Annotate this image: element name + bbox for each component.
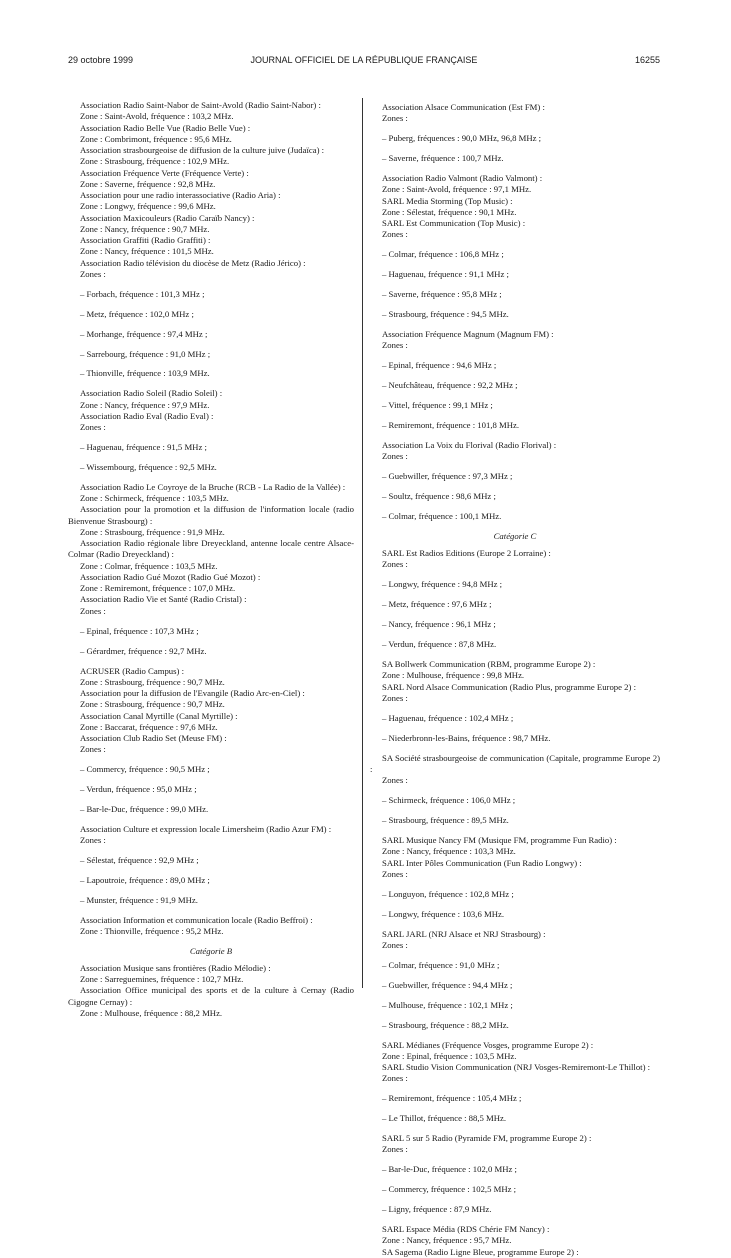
zones-label: Zones : bbox=[382, 692, 408, 703]
zone-item: – Longuyon, fréquence : 102,8 MHz ; bbox=[382, 888, 514, 899]
zone-item: – Guebwiller, fréquence : 97,3 MHz ; bbox=[382, 471, 513, 482]
zone-item: – Remiremont, fréquence : 101,8 MHz. bbox=[382, 420, 520, 430]
zone-line: Zone : Sélestat, fréquence : 90,1 MHz. bbox=[382, 206, 517, 217]
zones-label: Zones : bbox=[382, 340, 408, 351]
zone-item: – Remiremont, fréquence : 105,4 MHz ; bbox=[382, 1093, 522, 1104]
zone-item: – Sélestat, fréquence : 92,9 MHz ; bbox=[80, 855, 199, 866]
zone-item: – Nancy, fréquence : 96,1 MHz ; bbox=[382, 619, 496, 630]
station-entry: SARL Espace Média (RDS Chérie FM Nancy) : bbox=[382, 1224, 550, 1235]
zone-item: – Epinal, fréquence : 94,6 MHz ; bbox=[382, 360, 497, 371]
station-entry: Association Radio Saint-Nabor de Saint-Avold (Radio Saint-Nabor) : bbox=[80, 100, 321, 110]
left-column bbox=[68, 100, 354, 1019]
station-entry: SARL 5 sur 5 Radio (Pyramide FM, programme Europe 2) : bbox=[382, 1133, 592, 1144]
zone-item: – Verdun, fréquence : 87,8 MHz. bbox=[382, 639, 497, 650]
zone-item: – Soultz, fréquence : 98,6 MHz ; bbox=[382, 491, 496, 502]
page-number: 16255 bbox=[634, 55, 660, 65]
zone-item: – Thionville, fréquence : 103,9 MHz. bbox=[80, 368, 210, 379]
zone-line: Zone : Mulhouse, fréquence : 99,8 MHz. bbox=[382, 670, 525, 681]
station-entry: Association Office municipal des sports et de la culture à Cernay (Radio Cigogne Cernay) : bbox=[68, 985, 354, 1007]
zone-item: – Ligny, fréquence : 87,9 MHz. bbox=[382, 1204, 492, 1215]
zones-label: Zones : bbox=[80, 835, 106, 846]
zone-item: – Mulhouse, fréquence : 102,1 MHz ; bbox=[382, 999, 513, 1010]
zone-item: – Metz, fréquence : 97,6 MHz ; bbox=[382, 599, 492, 610]
station-entry: Association Radio Vie et Santé (Radio Cristal) : bbox=[80, 594, 247, 605]
zone-item: – Vittel, fréquence : 99,1 MHz ; bbox=[382, 400, 493, 411]
zone-item: – Strasbourg, fréquence : 88,2 MHz. bbox=[382, 1019, 509, 1030]
station-entry: Association Radio Eval (Radio Eval) : bbox=[80, 410, 214, 421]
zone-item: – Longwy, fréquence : 103,6 MHz. bbox=[382, 908, 504, 919]
zone-line: Zone : Longwy, fréquence : 99,6 MHz. bbox=[80, 201, 216, 212]
zones-label: Zones : bbox=[80, 744, 106, 755]
zone-line: Zone : Thionville, fréquence : 95,2 MHz. bbox=[80, 926, 224, 937]
station-entry: Association Radio régionale libre Dreyeckland, antenne locale centre Alsace-Colmar (Radio Dreyeckland) : bbox=[68, 538, 354, 560]
zone-line: Zone : Nancy, fréquence : 90,7 MHz. bbox=[80, 223, 210, 234]
zone-line: Zone : Remiremont, fréquence : 107,0 MHz. bbox=[80, 583, 236, 594]
station-entry: SA Bollwerk Communication (RBM, programme Europe 2) : bbox=[382, 659, 596, 670]
zones-label: Zones : bbox=[382, 559, 408, 570]
zone-line: Zone : Saint-Avold, fréquence : 97,1 MHz. bbox=[382, 184, 532, 195]
station-entry: Association Fréquence Verte (Fréquence Verte) : bbox=[80, 167, 249, 178]
zones-label: Zones : bbox=[382, 229, 408, 240]
station-entry: Association Maxicouleurs (Radio Caraïb Nancy) : bbox=[80, 212, 255, 223]
zone-item: – Munster, fréquence : 91,9 MHz. bbox=[80, 895, 198, 906]
zones-label: Zones : bbox=[382, 775, 408, 786]
zone-line: Zone : Sarreguemines, fréquence : 102,7 MHz. bbox=[80, 974, 244, 984]
zone-item: – Commercy, fréquence : 90,5 MHz ; bbox=[80, 764, 210, 775]
station-entry: Association Radio Valmont (Radio Valmont) : bbox=[382, 173, 543, 184]
zone-item: – Morhange, fréquence : 97,4 MHz ; bbox=[80, 328, 208, 339]
page-header bbox=[68, 55, 660, 69]
column-divider bbox=[362, 98, 363, 988]
zone-item: – Le Thillot, fréquence : 88,5 MHz. bbox=[382, 1113, 507, 1124]
zone-item: – Forbach, fréquence : 101,3 MHz ; bbox=[80, 288, 205, 299]
station-entry: Association Fréquence Magnum (Magnum FM) : bbox=[382, 329, 554, 339]
zone-line: Zone : Nancy, fréquence : 103,3 MHz. bbox=[382, 846, 516, 857]
station-entry: SARL Media Storming (Top Music) : bbox=[382, 195, 513, 206]
station-entry: Association pour une radio interassociative (Radio Aria) : bbox=[80, 190, 281, 200]
zones-label: Zones : bbox=[80, 422, 106, 433]
zone-item: – Colmar, fréquence : 100,1 MHz. bbox=[382, 511, 502, 521]
zone-line: Zone : Strasbourg, fréquence : 102,9 MHz. bbox=[80, 156, 230, 167]
station-entry: SARL Est Radios Editions (Europe 2 Lorraine) : bbox=[382, 548, 551, 559]
station-entry: SARL Nord Alsace Communication (Radio Plus, programme Europe 2) : bbox=[382, 681, 636, 692]
station-entry: Association Club Radio Set (Meuse FM) : bbox=[80, 733, 227, 743]
zone-item: – Epinal, fréquence : 107,3 MHz ; bbox=[80, 625, 199, 636]
station-entry: Association Radio Le Coyroye de la Bruche (RCB - La Radio de la Vallée) : bbox=[80, 481, 346, 492]
station-entry: Association Radio télévision du diocèse de Metz (Radio Jérico) : bbox=[80, 257, 306, 268]
zones-label: Zones : bbox=[382, 113, 408, 124]
zone-line: Zone : Nancy, fréquence : 101,5 MHz. bbox=[80, 246, 214, 257]
station-entry: SARL Inter Pôles Communication (Fun Radio Longwy) : bbox=[382, 857, 582, 868]
zone-item: – Saverne, fréquence : 95,8 MHz ; bbox=[382, 289, 502, 300]
station-entry: Association pour la promotion et la diffusion de l'information locale (radio Bienvenue Strasbourg) : bbox=[68, 504, 354, 526]
header-date: 29 octobre 1999 bbox=[68, 55, 134, 65]
station-entry: SARL Est Communication (Top Music) : bbox=[382, 218, 526, 229]
zone-item: – Strasbourg, fréquence : 89,5 MHz. bbox=[382, 815, 509, 826]
journal-title: JOURNAL OFFICIEL DE LA RÉPUBLIQUE FRANÇAISE bbox=[250, 55, 478, 65]
station-entry: SARL Médianes (Fréquence Vosges, programme Europe 2) : bbox=[382, 1039, 594, 1050]
station-entry: SARL Musique Nancy FM (Musique FM, programme Fun Radio) : bbox=[382, 835, 617, 845]
zone-item: – Niederbronn-les-Bains, fréquence : 98,7 MHz. bbox=[382, 732, 551, 743]
right-column bbox=[370, 102, 660, 1258]
station-entry: Association Culture et expression locale Limersheim (Radio Azur FM) : bbox=[80, 824, 332, 834]
station-entry: SA Sagema (Radio Ligne Bleue, programme Europe 2) : bbox=[382, 1246, 579, 1257]
zone-item: – Gérardmer, fréquence : 92,7 MHz. bbox=[80, 645, 207, 656]
zone-item: – Bar-le-Duc, fréquence : 102,0 MHz ; bbox=[382, 1164, 517, 1175]
zone-line: Zone : Saint-Avold, fréquence : 103,2 MHz. bbox=[80, 111, 234, 122]
station-entry: SA Société strasbourgeoise de communication (Capitale, programme Europe 2) : bbox=[370, 752, 660, 774]
station-entry: SARL JARL (NRJ Alsace et NRJ Strasbourg) : bbox=[382, 928, 546, 939]
zones-label: Zones : bbox=[382, 939, 408, 950]
zone-item: – Strasbourg, fréquence : 94,5 MHz. bbox=[382, 309, 509, 320]
station-entry: Association Radio Gué Mozot (Radio Gué Mozot) : bbox=[80, 571, 261, 582]
zone-item: – Neufchâteau, fréquence : 92,2 MHz ; bbox=[382, 380, 518, 391]
zone-item: – Commercy, fréquence : 102,5 MHz ; bbox=[382, 1184, 517, 1195]
zone-item: – Lapoutroie, fréquence : 89,0 MHz ; bbox=[80, 875, 210, 886]
station-entry: Association Information et communication locale (Radio Beffroi) : bbox=[80, 915, 313, 925]
zones-label: Zones : bbox=[382, 451, 408, 462]
zone-line: Zone : Strasbourg, fréquence : 90,7 MHz. bbox=[80, 676, 225, 687]
zone-item: – Longwy, fréquence : 94,8 MHz ; bbox=[382, 579, 503, 590]
station-entry: SARL Studio Vision Communication (NRJ Vosges-Remiremont-Le Thillot) : bbox=[382, 1062, 651, 1072]
zone-line: Zone : Schirmeck, fréquence : 103,5 MHz. bbox=[80, 493, 229, 504]
zone-item: – Haguenau, fréquence : 102,4 MHz ; bbox=[382, 712, 514, 723]
zone-item: – Haguenau, fréquence : 91,5 MHz ; bbox=[80, 442, 207, 453]
zone-item: – Schirmeck, fréquence : 106,0 MHz ; bbox=[382, 795, 516, 806]
zone-line: Zone : Colmar, fréquence : 103,5 MHz. bbox=[80, 560, 218, 571]
zone-line: Zone : Nancy, fréquence : 95,7 MHz. bbox=[382, 1235, 512, 1246]
category-title: Catégorie C bbox=[493, 530, 537, 541]
station-entry: Association Musique sans frontières (Radio Mélodie) : bbox=[80, 962, 271, 973]
zone-item: – Sarrebourg, fréquence : 91,0 MHz ; bbox=[80, 348, 211, 359]
station-entry: Association Canal Myrtille (Canal Myrtille) : bbox=[80, 710, 238, 721]
zone-item: – Colmar, fréquence : 91,0 MHz ; bbox=[382, 959, 500, 970]
zone-item: – Colmar, fréquence : 106,8 MHz ; bbox=[382, 249, 504, 260]
zones-label: Zones : bbox=[382, 1073, 408, 1084]
zone-item: – Guebwiller, fréquence : 94,4 MHz ; bbox=[382, 979, 513, 990]
zone-line: Zone : Epinal, fréquence : 103,5 MHz. bbox=[382, 1050, 517, 1061]
zone-item: – Haguenau, fréquence : 91,1 MHz ; bbox=[382, 269, 509, 280]
station-entry: ACRUSER (Radio Campus) : bbox=[80, 665, 185, 676]
zone-item: – Metz, fréquence : 102,0 MHz ; bbox=[80, 308, 194, 319]
zone-line: Zone : Combrimont, fréquence : 95,6 MHz. bbox=[80, 133, 232, 144]
zone-line: Zone : Nancy, fréquence : 97,9 MHz. bbox=[80, 399, 210, 410]
station-entry: Association Graffiti (Radio Graffiti) : bbox=[80, 235, 211, 245]
zones-label: Zones : bbox=[382, 1144, 408, 1155]
zone-item: – Puberg, fréquences : 90,0 MHz, 96,8 MHz ; bbox=[382, 133, 542, 144]
station-entry: Association Radio Soleil (Radio Soleil) : bbox=[80, 388, 223, 399]
zone-line: Zone : Strasbourg, fréquence : 90,7 MHz. bbox=[80, 699, 225, 710]
zones-label: Zones : bbox=[80, 605, 106, 616]
category-title: Catégorie B bbox=[189, 945, 233, 956]
zone-line: Zone : Baccarat, fréquence : 97,6 MHz. bbox=[80, 721, 218, 732]
zone-line: Zone : Saverne, fréquence : 92,8 MHz. bbox=[80, 178, 216, 189]
station-entry: Association pour la diffusion de l'Evangile (Radio Arc-en-Ciel) : bbox=[80, 688, 305, 698]
zone-item: – Verdun, fréquence : 95,0 MHz ; bbox=[80, 784, 197, 795]
station-entry: Association Alsace Communication (Est FM) : bbox=[382, 102, 545, 112]
zone-item: – Saverne, fréquence : 100,7 MHz. bbox=[382, 153, 504, 164]
zones-label: Zones : bbox=[382, 868, 408, 879]
zone-item: – Wissembourg, fréquence : 92,5 MHz. bbox=[80, 462, 217, 472]
zones-label: Zones : bbox=[80, 268, 106, 279]
station-entry: Association Radio Belle Vue (Radio Belle Vue) : bbox=[80, 122, 251, 133]
zone-line: Zone : Mulhouse, fréquence : 88,2 MHz. bbox=[80, 1007, 223, 1018]
zone-item: – Bar-le-Duc, fréquence : 99,0 MHz. bbox=[80, 804, 209, 815]
station-entry: Association strasbourgeoise de diffusion de la culture juive (Judaïca) : bbox=[80, 145, 325, 155]
station-entry: Association La Voix du Florival (Radio Florival) : bbox=[382, 439, 557, 450]
zone-line: Zone : Strasbourg, fréquence : 91,9 MHz. bbox=[80, 526, 225, 537]
